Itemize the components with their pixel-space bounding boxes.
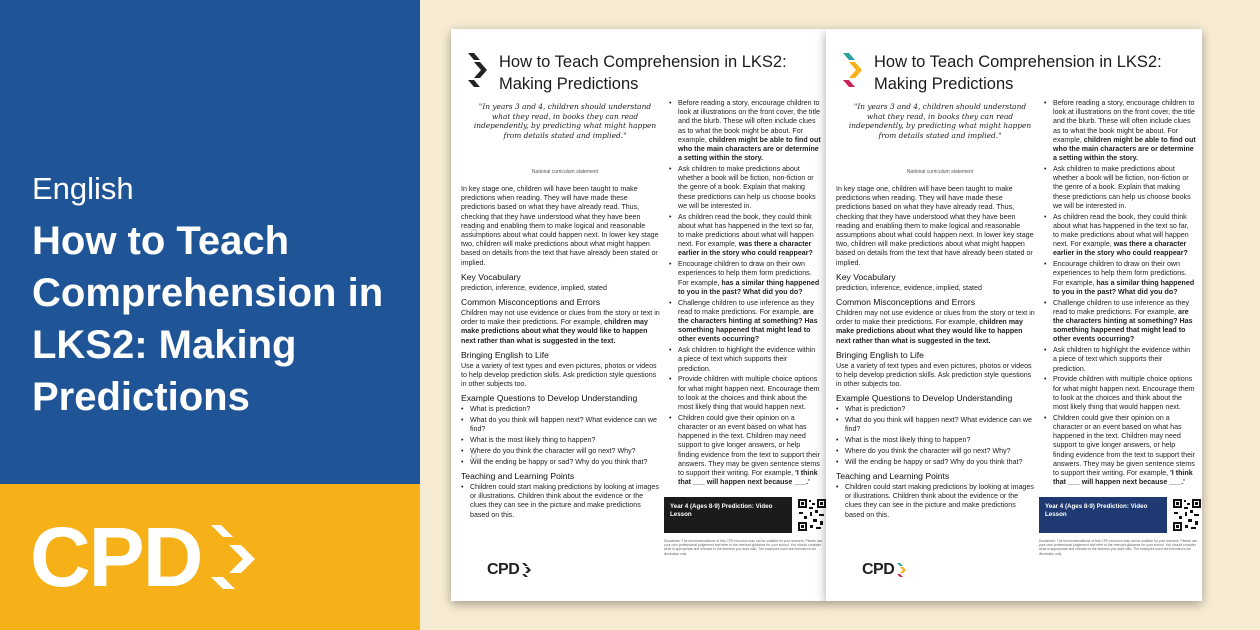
questions-list	[836, 405, 1036, 467]
list-item: • Ask children to highlight the evidence within a piece of text which supports their prediction.	[1044, 346, 1196, 374]
list-item: • What is the most likely thing to happen?	[836, 436, 1036, 445]
vocab-text: prediction, inference, evidence, implied, stated	[461, 283, 607, 292]
teaching-heading: Teaching and Learning Points	[836, 471, 950, 482]
intro-paragraph: In key stage one, children will have been taught to make predictions when reading. They will have made these predictions based on what they have already read. Thus, checking that they have understood what they have been reading and enabling them to make logical and reasonable assumptions about what could happen next. In lower key stage two, children will make predictions about what might happen based on details from the text that have already been stated or implied.	[836, 185, 1034, 267]
misconceptions-heading: Common Misconceptions and Errors	[461, 297, 600, 308]
right-column	[1044, 99, 1196, 489]
misconceptions-text: Children may not use evidence or clues from the story or text in order to make their predictions. For example, children may make predictions about what they would like to happen next rather than what is suggested in the text.	[836, 309, 1035, 345]
bringing-text: Use a variety of text types and even pictures, photos or videos to help develop prediction skills. Ask prediction style questions in other subjects too.	[836, 361, 1032, 389]
list-item: • Provide children with multiple choice options for what might happen next. Encourage them to look at the choices and think about the most likely thing that would happen next.	[669, 375, 821, 412]
list-item: • Where do you think the character will go next? Why?	[836, 447, 1036, 456]
questions-heading: Example Questions to Develop Understanding	[461, 393, 638, 404]
document-header	[465, 51, 787, 95]
left-column	[461, 185, 661, 521]
bringing-heading: Bringing English to Life	[836, 349, 924, 360]
curriculum-quote: "In years 3 and 4, children should understand what they read, in books they can read independently, by predicting what might happen from details stated and implied."	[848, 102, 1032, 140]
disclaimer-text: Disclaimer: The recommendations of this CPD resource may not be suitable for your learners. Please use your own professional judgement and refer to the relevant guidance for your school. You should consider what is appropriate and relevant to the learners you work with. The examples used are intended to be illustrative only.	[1039, 539, 1198, 556]
subject-label: English	[32, 171, 134, 206]
qr-code-icon	[1172, 497, 1202, 533]
chevron-logo-icon	[465, 51, 491, 89]
resource-title: How to Teach Comprehension in LKS2: Making Predictions	[32, 219, 384, 419]
chevron-logo-icon	[521, 562, 533, 578]
worksheet-preview-back	[451, 29, 827, 601]
cpd-logo-text: CPD	[30, 510, 202, 604]
chevron-logo-icon	[207, 517, 277, 597]
list-item: • What is prediction?	[836, 405, 1036, 414]
list-item: • What is prediction?	[461, 405, 661, 414]
punch-hole	[471, 229, 477, 235]
teaching-heading: Teaching and Learning Points	[461, 471, 575, 482]
list-item: • Children could start making predictions by looking at images or illustrations. Children think about the evidence or the clues they can see in the picture and make predictions based on this.	[461, 483, 661, 520]
qr-code-icon	[797, 497, 827, 533]
list-item: • Will the ending be happy or sad? Why do you think that?	[836, 458, 1036, 467]
disclaimer-text: Disclaimer: The recommendations of this CPD resource may not be suitable for your learners. Please use your own professional judgement and refer to the relevant guidance for your school. You should consider what is appropriate and relevant to the learners you work with. The examples used are intended to be illustrative only.	[664, 539, 823, 556]
chevron-logo-icon	[896, 562, 908, 578]
list-item: • Children could start making predictions by looking at images or illustrations. Children think about the evidence or the clues they can see in the picture and make predictions based on this.	[836, 483, 1036, 520]
document-title: How to Teach Comprehension in LKS2: Making Predictions	[874, 53, 1162, 93]
list-item: • Challenge children to use inference as they read to make predictions. For example, are the characters hinting at something? Has something happened that might lead to other events occurring?	[1044, 299, 1196, 345]
right-column	[669, 99, 821, 489]
vocab-heading: Key Vocabulary	[836, 271, 896, 282]
questions-list	[461, 405, 661, 467]
vocab-heading: Key Vocabulary	[461, 271, 521, 282]
document-title: How to Teach Comprehension in LKS2: Making Predictions	[499, 53, 787, 93]
list-item: • What is the most likely thing to happen?	[461, 436, 661, 445]
list-item: • Will the ending be happy or sad? Why do you think that?	[461, 458, 661, 467]
curriculum-quote: "In years 3 and 4, children should understand what they read, in books they can read independently, by predicting what might happen from details stated and implied."	[473, 102, 657, 140]
vocab-text: prediction, inference, evidence, implied, stated	[836, 283, 982, 292]
quote-source: National curriculum statement	[531, 169, 599, 175]
list-item: • Children could give their opinion on a character or an event based on what has happened in the text. Children may need support to give longer answers, or help finding evidence from the text to support their answers. They may be given sentence stems to support their writing. For example, 'I think that ___ will happen next because ___.'	[1044, 414, 1196, 488]
list-item: • As children read the book, they could think about what has happened in the text so far, to make predictions about what will happen next. For example, was there a character earlier in the story who could reappear?	[669, 213, 821, 259]
document-footer-logo: CPD	[862, 561, 908, 579]
list-item: • Before reading a story, encourage children to look at illustrations on the front cover, the title and the blurb. These will often include clues as to what the book might be about. For example, children might be able to find out who the main characters are or determine a setting within the story.	[1044, 99, 1196, 163]
video-lesson-box: Year 4 (Ages 8-9) Prediction: Video Lesson	[664, 497, 792, 533]
list-item: • Encourage children to draw on their own experiences to help them form predictions. For example, has a similar thing happened to you in the past? What did you do?	[669, 260, 821, 297]
worksheet-preview-front	[826, 29, 1202, 601]
teaching-points-list	[669, 99, 821, 487]
list-item: • Where do you think the character will go next? Why?	[461, 447, 661, 456]
misconceptions-text: Children may not use evidence or clues from the story or text in order to make their predictions. For example, children may make predictions about what they would like to happen next rather than what is suggested in the text.	[461, 309, 660, 345]
list-item: • Provide children with multiple choice options for what might happen next. Encourage them to look at the choices and think about the most likely thing that would happen next.	[1044, 375, 1196, 412]
teaching-list	[461, 483, 661, 520]
teaching-list	[836, 483, 1036, 520]
list-item: • As children read the book, they could think about what has happened in the text so far, to make predictions about what will happen next. For example, was there a character earlier in the story who could reappear?	[1044, 213, 1196, 259]
questions-heading: Example Questions to Develop Understanding	[836, 393, 1013, 404]
bringing-text: Use a variety of text types and even pictures, photos or videos to help develop prediction skills. Ask prediction style questions in other subjects too.	[461, 361, 657, 389]
misconceptions-heading: Common Misconceptions and Errors	[836, 297, 975, 308]
list-item: • Encourage children to draw on their own experiences to help them form predictions. For example, has a similar thing happened to you in the past? What did you do?	[1044, 260, 1196, 297]
punch-hole	[471, 453, 477, 459]
list-item: • Ask children to make predictions about whether a book will be fiction, non-fiction or the genre of a book. Explain that making these predictions can help us choose books we will be interested in.	[1044, 165, 1196, 211]
list-item: • What do you think will happen next? What evidence can we find?	[836, 416, 1036, 434]
list-item: • Children could give their opinion on a character or an event based on what has happened in the text. Children may need support to give longer answers, or help finding evidence from the text to support their answers. They may be given sentence stems to support their writing. For example, 'I think that ___ will happen next because ___.'	[669, 414, 821, 488]
list-item: • Ask children to highlight the evidence within a piece of text which supports their prediction.	[669, 346, 821, 374]
quote-source: National curriculum statement	[906, 169, 974, 175]
video-lesson-box: Year 4 (Ages 8-9) Prediction: Video Lesson	[1039, 497, 1167, 533]
teaching-points-list	[1044, 99, 1196, 487]
left-column	[836, 185, 1036, 521]
list-item: • Ask children to make predictions about whether a book will be fiction, non-fiction or the genre of a book. Explain that making these predictions can help us choose books we will be interested in.	[669, 165, 821, 211]
document-footer-logo: CPD	[487, 561, 533, 579]
list-item: • Before reading a story, encourage children to look at illustrations on the front cover, the title and the blurb. These will often include clues as to what the book might be about. For example, children might be able to find out who the main characters are or determine a setting within the story.	[669, 99, 821, 163]
list-item: • Challenge children to use inference as they read to make predictions. For example, are the characters hinting at something? Has something happened that might lead to other events occurring?	[669, 299, 821, 345]
intro-paragraph: In key stage one, children will have been taught to make predictions when reading. They will have made these predictions based on what they have already read. Thus, checking that they have understood what they have been reading and enabling them to make logical and reasonable assumptions about what could happen next. In lower key stage two, children will make predictions about what might happen based on details from the text that have already been stated or implied.	[461, 185, 659, 267]
chevron-logo-icon	[840, 51, 866, 89]
cpd-logo	[30, 512, 277, 602]
bringing-heading: Bringing English to Life	[461, 349, 549, 360]
document-header	[840, 51, 1162, 95]
list-item: • What do you think will happen next? What evidence can we find?	[461, 416, 661, 434]
